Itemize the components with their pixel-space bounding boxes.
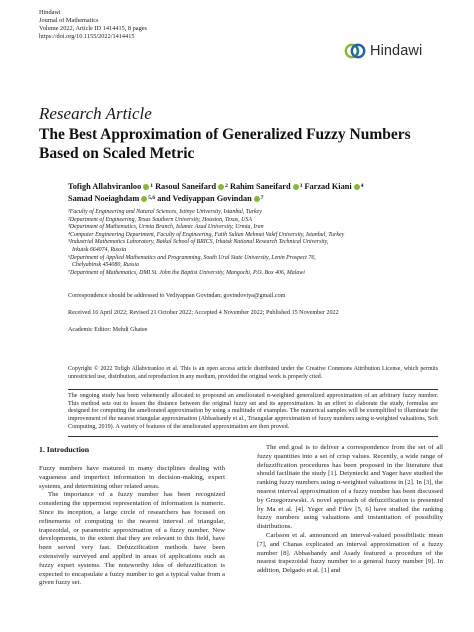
body-column-left — [39, 465, 225, 588]
abstract-bottom-rule — [68, 436, 438, 437]
author-affiliation-ref: 3 — [299, 183, 303, 189]
orcid-icon[interactable] — [218, 184, 224, 190]
author-name: Farzad Kiani — [304, 182, 352, 191]
body-paragraph: The importance of a fuzzy number has been recognized considering the uppermost representation of information is numeric. Since its inception, a large circle of researchers has focused on refinements of computing to the nearest interval of triangular, trapezoidal, or parametric approximation of a fuzzy number. New developments, to the extent that they are relevant to this field, have been served very fast. Defuzzification methods have been extensively surveyed and applied in areas of applications such as fuzzy expert systems. The noteworthy idea of defuzzification is expected to encapsulate a fuzzy number to get a typical value from a given fuzzy set. — [39, 491, 225, 587]
paper-title: The Best Approximation of Generalized Fuzzy Numbers Based on Scaled Metric — [39, 126, 411, 162]
affiliation-item: ³Department of Mathematics, Urmia Branch, Islamic Azad University, Urmia, Iran — [68, 224, 264, 231]
journal-name: Journal of Mathematics — [39, 17, 99, 24]
body-paragraph: Carlsson et al. announced an interval-valued possibilistic mean [7], and Chanas explicated an interval approximation of a fuzzy number [8]. Abbasbandy and Asady featured a procedure of the nearest trapezoidal fuzzy number to a general fuzzy number [9]. In addition, Delgado et al. [1] and — [257, 531, 443, 575]
author-affiliation-ref: 1 — [150, 183, 153, 189]
author-list — [68, 181, 418, 205]
author-affiliation-ref: 7 — [260, 195, 264, 201]
orcid-icon[interactable] — [143, 184, 149, 190]
copyright-notice: Copyright © 2022 Tofigh Allahviranloo et al. This is an open access article distributed under the Creative Commons Attribution License, which permits unrestricted use, distribution, and reproduction in any medium, provided the original work is properly cited. — [68, 366, 438, 380]
article-type: Research Article — [39, 104, 152, 123]
affiliation-item: ⁶Department of Applied Mathematics and Programming, South Ural State University, Lenin Prospect 76, — [68, 254, 316, 261]
hindawi-logo — [344, 40, 422, 62]
body-paragraph: The end goal is to deliver a correspondence from the set of all fuzzy quantities into a set of crisp values. Recently, a wide range of defuzzification procedures has been proposed in the literature that should facilitate the study [1]. Detyniecki and Yager have studied the ranking fuzzy numbers using α-weighted valuations in [2]. In [3], the nearest interval approximation of a fuzzy number has been discussed by Grzegorzewski. A novel approach of defuzzification is presented by Ma et al. [4]. Yeger and Filev [5, 6] have studied the ranking fuzzy numbers using valuations and instantiation of possibility distributions. — [257, 444, 443, 531]
academic-editor-line: Academic Editor: Mehdi Ghatee — [68, 327, 148, 333]
journal-publisher: Hindawi — [39, 9, 61, 16]
affiliation-item: ²Department of Engineering, Texas Southern University, Houston, Texas, USA — [68, 216, 252, 223]
orcid-icon[interactable] — [354, 184, 360, 190]
correspondence-line: Correspondence should be addressed to Vediyappan Govindan; govindoviya@gmail.com — [68, 293, 286, 299]
affiliation-item: Chelyabinsk 454080, Russia — [72, 262, 139, 269]
body-paragraph: Fuzzy numbers have matured in many disciplines dealing with vagueness and imperfect information in decision-making, expert systems, and determining other related areas. — [39, 465, 225, 490]
section-heading-introduction: 1. Introduction — [39, 445, 90, 454]
orcid-icon[interactable] — [141, 196, 147, 202]
author-name: Rahim Saneifard — [229, 182, 291, 191]
affiliation-item: ⁷Department of Mathematics, DMI St. John the Baptist University, Mangochi, P.O. Box 406, Malawi — [68, 269, 305, 276]
affiliation-list — [68, 209, 438, 277]
author-affiliation-ref: 2 — [225, 183, 228, 189]
author-name: Vediyappan Govindan — [172, 194, 252, 203]
journal-header — [39, 9, 147, 41]
author-name: Rasoul Saneifard — [155, 182, 217, 191]
author-conjunction: and — [157, 194, 171, 203]
dates-line: Received 16 April 2022; Revised 21 October 2022; Accepted 4 November 2022; Published 15 November 2022 — [68, 310, 339, 316]
orcid-icon[interactable] — [293, 184, 299, 190]
author-affiliation-ref: 5,6 — [148, 195, 156, 201]
author-name: Tofigh Allahviranloo — [68, 182, 142, 191]
hindawi-logo-icon — [344, 40, 366, 62]
author-affiliation-ref: 4 — [360, 183, 364, 189]
doi-link[interactable]: https://doi.org/10.1155/2022/1414415 — [39, 33, 135, 40]
affiliation-item: ¹Faculty of Engineering and Natural Sciences, Istinye University, Istanbul, Turkey — [68, 209, 262, 215]
body-column-right — [257, 444, 443, 576]
hindawi-logo-text: Hindawi — [370, 43, 423, 59]
abstract-text: The ongoing study has been vehemently allocated to propound an ameliorated α-weighted generalized approximation of an arbitrary fuzzy number. This method sets out to lessen the distance between the original fuzzy set and its approximation. In an effort to elaborate the study, formulas are designed for computing the ameliorated approximation by using a multitude of examples. The numerical samples will be exemplified to illuminate the improvement of the nearest triangular approximation (Abbasbandy et al., Triangular approximation of fuzzy numbers using α-weighted valuations, Soft Computing, 2019). A variety of features of the ameliorated approximation are then proved. — [68, 393, 438, 430]
abstract-top-rule — [68, 389, 438, 390]
affiliation-item: ⁵Industrial Mathematics Laboratory, Baikal School of BRICS, Irkutsk National Research Technical University, — [68, 239, 329, 246]
orcid-icon[interactable] — [254, 196, 260, 202]
affiliation-item: ⁴Computer Engineering Department, Faculty of Engineering, Fatih Sultan Mehmet Vakif University, Istanbul, Turkey — [68, 231, 345, 238]
affiliation-item: Irkutsk 664074, Russia — [72, 246, 127, 253]
volume-line: Volume 2022, Article ID 1414415, 8 pages — [39, 25, 147, 32]
author-name: Samad Noeiaghdam — [68, 194, 140, 203]
